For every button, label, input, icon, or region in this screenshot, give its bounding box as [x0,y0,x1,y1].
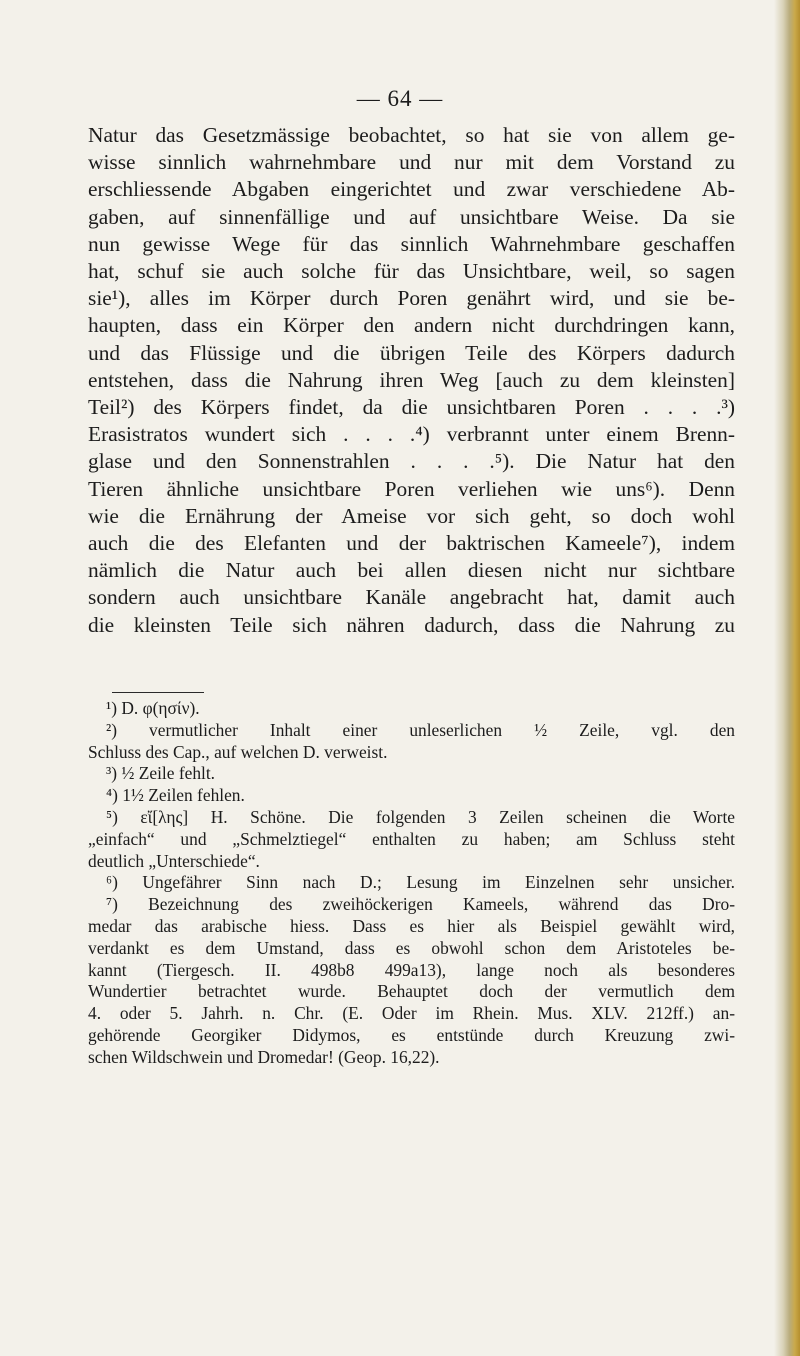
body-line: gaben, auf sinnenfällige und auf unsichtbare Weise. Da sie [88,204,735,229]
body-line: entstehen, dass die Nahrung ihren Weg [auch zu dem kleinsten] [88,367,735,392]
footnote-line: medar das arabische hiess. Dass es hier als Beispiel gewählt wird, [88,915,735,936]
footnote-separator-rule [112,692,204,693]
footnote-line: Schluss des Cap., auf welchen D. verweist. [88,741,388,762]
body-line: wisse sinnlich wahrnehmbare und nur mit dem Vorstand zu [88,150,735,175]
body-line: Tieren ähnliche unsichtbare Poren verliehen wie uns⁶). Denn [88,476,735,501]
body-line: glase und den Sonnenstrahlen . . . .⁵). Die Natur hat den [88,449,735,474]
footnote-line: kannt (Tiergesch. II. 498b8 499a13), lange noch als besonderes [88,959,735,980]
footnote-line: ⁵) εἴ[λης] H. Schöne. Die folgenden 3 Zeilen scheinen die Worte [106,806,735,827]
body-line: und das Flüssige und die übrigen Teile des Körpers dadurch [88,340,735,365]
footnote-line: schen Wildschwein und Dromedar! (Geop. 16,22). [88,1046,440,1067]
body-line: Natur das Gesetzmässige beobachtet, so hat sie von allem ge- [88,123,735,147]
footnote-line: ⁷) Bezeichnung des zweihöckerigen Kameels, während das Dro- [106,894,735,915]
body-line: wie die Ernährung der Ameise vor sich geht, so doch wohl [88,503,735,528]
footnote-line: verdankt es dem Umstand, dass es obwohl schon dem Aristoteles be- [88,937,735,958]
page-edge-shading [774,0,800,1356]
footnote-line: ⁶) Ungefährer Sinn nach D.; Lesung im Einzelnen sehr unsicher. [106,872,735,893]
footnote-line: deutlich „Unterschiede“. [88,850,260,871]
footnote-line: ⁴) 1½ Zeilen fehlen. [106,785,245,806]
body-line: nun gewisse Wege für das sinnlich Wahrnehmbare geschaffen [88,231,735,256]
footnote-line: Wundertier betrachtet wurde. Behauptet doch der vermutlich dem [88,981,735,1002]
footnote-line: 4. oder 5. Jahrh. n. Chr. (E. Oder im Rhein. Mus. XLV. 212ff.) an- [88,1003,735,1024]
body-line: erschliessende Abgaben eingerichtet und zwar verschiedene Ab- [88,177,735,202]
footnote-line: ²) vermutlicher Inhalt einer unleserlichen ½ Zeile, vgl. den [106,719,735,740]
body-line: nämlich die Natur auch bei allen diesen nicht nur sichtbare [88,558,735,583]
body-line: sie¹), alles im Körper durch Poren genährt wird, und sie be- [88,286,735,311]
main-text-block [88,122,735,639]
body-line: auch die des Elefanten und der baktrischen Kameele⁷), indem [88,531,735,556]
body-line: die kleinsten Teile sich nähren dadurch, dass die Nahrung zu [88,612,735,637]
body-line: haupten, dass ein Körper den andern nicht durchdringen kann, [88,313,735,338]
page-number: — 64 — [356,86,444,111]
body-line: sondern auch unsichtbare Kanäle angebracht hat, damit auch [88,585,735,610]
footnote-line: gehörende Georgiker Didymos, es entstünde durch Kreuzung zwi- [88,1024,735,1045]
footnotes-block [88,698,735,1069]
footnote-line: „einfach“ und „Schmelztiegel“ enthalten zu haben; am Schluss steht [88,828,735,849]
body-line: Erasistratos wundert sich . . . .⁴) verbrannt unter einem Brenn- [88,422,735,447]
body-line: Teil²) des Körpers findet, da die unsichtbaren Poren . . . .³) [88,395,735,420]
footnote-line: ¹) D. φ(ησίν). [106,698,200,718]
body-line: hat, schuf sie auch solche für das Unsichtbare, weil, so sagen [88,259,735,284]
footnote-line: ³) ½ Zeile fehlt. [106,763,216,784]
